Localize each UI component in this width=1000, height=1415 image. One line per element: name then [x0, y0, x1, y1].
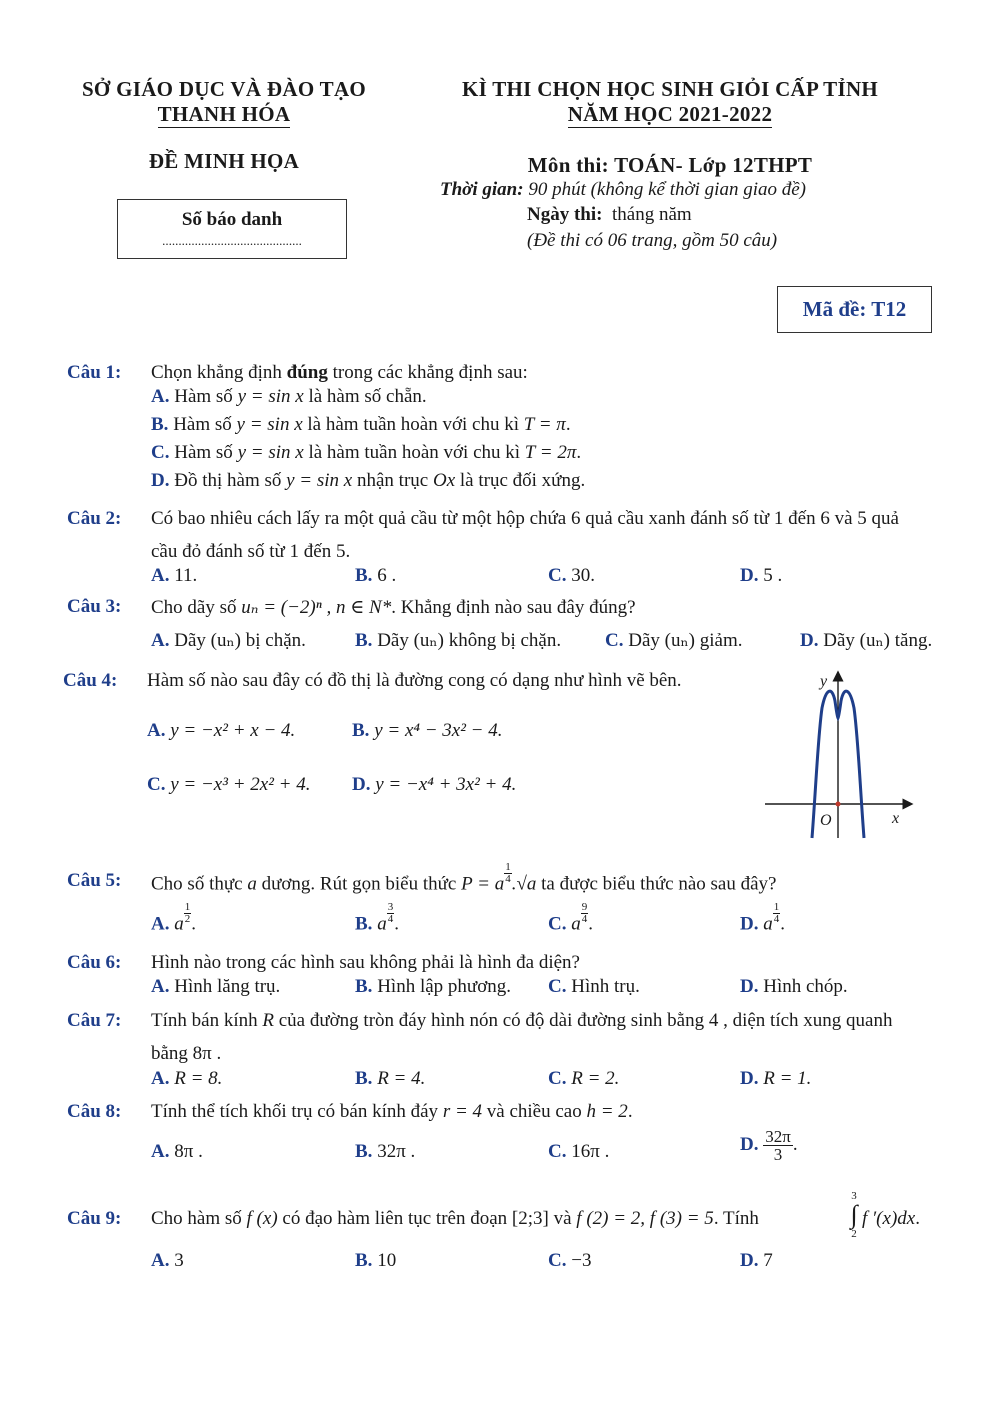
q3-option-d: D. Dãy (uₙ) tăng.: [800, 630, 933, 651]
q4-option-b: B. y = x⁴ − 3x² − 4.: [352, 720, 503, 741]
q2-option-b: B. 6 .: [355, 565, 397, 586]
q7-stem-line1: Tính bán kính R của đường tròn đáy hình nón có độ dài đường sinh bằng 4 , diện tích xung quanh: [151, 1010, 893, 1031]
q9-number: Câu 9:: [67, 1208, 122, 1229]
date-line: Ngày thi: tháng năm: [527, 204, 692, 225]
exam-type: ĐỀ MINH HỌA: [148, 149, 300, 173]
q5-option-a: A. a $\frac{1}{2}$ .: [151, 901, 196, 935]
q1-number: Câu 1:: [67, 362, 122, 383]
q9-option-b: B. 10: [355, 1250, 397, 1266]
q8-option-c: C. 16π .: [548, 1141, 610, 1162]
q3-option-c: C. Dãy (uₙ) giảm.: [605, 630, 743, 651]
q5-option-d: D. a $\frac{1}{4}$ .: [740, 901, 785, 935]
q2-stem-line1: Có bao nhiêu cách lấy ra một quả cầu từ một hộp chứa 6 quả cầu xanh đánh số từ 1 đến 6 và 5 quả: [151, 508, 899, 529]
y-axis-label: y: [820, 673, 828, 690]
q3-option-b: B. Dãy (uₙ) không bị chặn.: [355, 630, 562, 651]
q9-option-c: C. −3: [548, 1250, 592, 1266]
candidate-number-label: Số báo danh: [181, 209, 283, 230]
q2-number: Câu 2:: [67, 508, 122, 529]
q2-option-a: A. 11.: [151, 565, 198, 586]
q6-option-a: A. Hình lăng trụ.: [151, 976, 281, 997]
integral-sign-icon: ∫: [850, 1200, 858, 1229]
q6-number: Câu 6:: [67, 952, 122, 973]
q3-option-a: A. Dãy (uₙ) bị chặn.: [151, 630, 306, 651]
q5-number: Câu 5:: [67, 870, 122, 891]
q8-option-a: A. 8π .: [151, 1141, 203, 1162]
q5-option-c: C. a $\frac{9}{4}$ .: [548, 901, 593, 935]
q1-option-c: C. Hàm số y = sin x là hàm tuần hoàn với chu kì T = 2π.: [151, 442, 582, 463]
exam-code-box: [777, 286, 932, 333]
subject-line: Môn thi: TOÁN- Lớp 12THPT: [527, 153, 813, 177]
pages-note: (Đề thi có 06 trang, gồm 50 câu): [527, 230, 778, 251]
q2-option-d: D. 5 .: [740, 565, 783, 586]
q6-stem: Hình nào trong các hình sau không phải là hình đa diện?: [151, 952, 580, 973]
q7-option-d: D. R = 1.: [740, 1068, 812, 1089]
exam-code: Mã đề: T12: [802, 297, 907, 321]
q7-option-b: B. R = 4.: [355, 1068, 426, 1089]
exam-title: KÌ THI CHỌN HỌC SINH GIỎI CẤP TỈNH: [461, 77, 879, 101]
q2-stem-line2: cầu đỏ đánh số từ 1 đến 5.: [151, 541, 351, 562]
q4-option-a: A. y = −x² + x − 4.: [147, 720, 296, 741]
q6-option-c: C. Hình trụ.: [548, 976, 640, 997]
q1-option-d: D. Đồ thị hàm số y = sin x nhận trục Ox là trục đối xứng.: [151, 470, 586, 491]
q8-option-d: D. $\frac{32\pi}{3}$ .: [740, 1127, 798, 1164]
q9-integral: [846, 1190, 862, 1252]
time-line: Thời gian: 90 phút (không kể thời gian giao đề): [440, 179, 806, 200]
q7-option-c: C. R = 2.: [548, 1068, 620, 1089]
candidate-number-line: ...........................................: [162, 233, 302, 248]
q1-option-b: B. Hàm số y = sin x là hàm tuần hoàn với chu kì T = π.: [151, 414, 571, 435]
q3-stem: Cho dãy số uₙ = (−2)ⁿ , n ∈ N*. Khẳng định nào sau đây đúng?: [151, 597, 636, 618]
q1-stem: Chọn khẳng định đúng trong các khẳng định sau:: [151, 362, 528, 383]
province-name: THANH HÓA: [157, 102, 291, 126]
q8-option-b: B. 32π .: [355, 1141, 416, 1162]
q7-option-a: A. R = 8.: [151, 1068, 223, 1089]
q4-stem: Hàm số nào sau đây có đồ thị là đường cong có dạng như hình vẽ bên.: [147, 670, 682, 691]
q4-number: Câu 4:: [63, 670, 118, 691]
q6-option-d: D. Hình chóp.: [740, 976, 848, 997]
candidate-number-box: [117, 199, 347, 259]
integral-upper-limit: 3: [851, 1190, 857, 1202]
q9-stem: Cho hàm số f (x) có đạo hàm liên tục trên đoạn [2;3] và f (2) = 2, f (3) = 5. Tính: [151, 1208, 759, 1229]
origin-label: O: [820, 812, 832, 829]
q4-graph: [760, 666, 920, 842]
x-axis-label: x: [892, 810, 900, 827]
q8-number: Câu 8:: [67, 1101, 122, 1122]
q9-integrand: f ′(x)dx.: [862, 1208, 920, 1229]
q9-option-d: D. 7: [740, 1250, 773, 1266]
q7-number: Câu 7:: [67, 1010, 122, 1031]
department-name: SỞ GIÁO DỤC VÀ ĐÀO TẠO: [81, 77, 367, 101]
q4-option-c: C. y = −x³ + 2x² + 4.: [147, 774, 311, 795]
q7-stem-line2: bằng 8π .: [151, 1043, 222, 1064]
q2-option-c: C. 30.: [548, 565, 595, 586]
q5-stem: Cho số thực a dương. Rút gọn biểu thức P = a $\frac{1}{4}$ .√a ta được biểu thức nào sau đây?: [151, 861, 777, 895]
q4-option-d: D. y = −x⁴ + 3x² + 4.: [352, 774, 517, 795]
school-year: NĂM HỌC 2021-2022: [567, 102, 773, 126]
q6-option-b: B. Hình lập phương.: [355, 976, 511, 997]
q1-option-a: A. Hàm số y = sin x là hàm số chẵn.: [151, 386, 427, 407]
q8-stem: Tính thể tích khối trụ có bán kính đáy r = 4 và chiều cao h = 2.: [151, 1101, 633, 1122]
q3-number: Câu 3:: [67, 596, 122, 617]
q9-option-a: A. 3: [151, 1250, 184, 1266]
q9-options-row: [0, 1250, 1000, 1266]
integral-lower-limit: 2: [851, 1228, 857, 1240]
origin-point: [836, 802, 841, 807]
q5-option-b: B. a $\frac{3}{4}$ .: [355, 901, 399, 935]
